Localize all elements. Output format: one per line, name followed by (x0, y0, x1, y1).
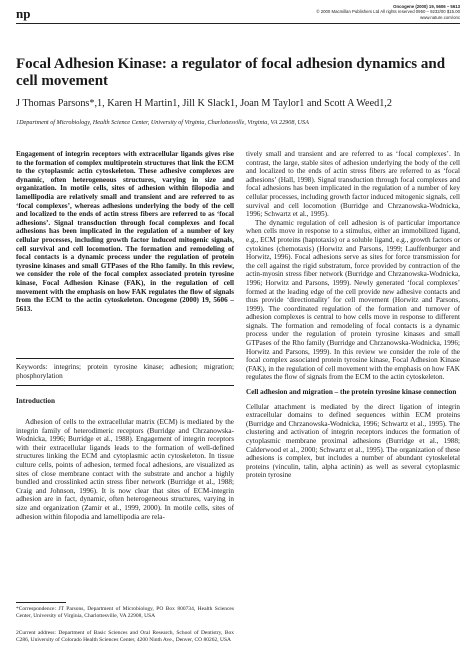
paragraph-cellular-attachment: Cellular attachment is mediated by the direct ligation of integrin extracellular domains to defined sequences within ECM proteins (Burridge and Chrzanowska-Wodnicka, 1996; Schwartz et al., 1995). The clustering and activation of integrin receptors induces the formation of cytoplasmic membrane proximal adhesions (Burridge et al., 1988; Calderwood et al., 2000; Schwartz et al., 1995). The organization of these adhesions is complex, but includes a number of abundant cytoskeletal proteins (vinculin, talin, alpha actinin) as well as several cytoplasmic protein tyrosine (246, 402, 460, 480)
header-rule (16, 23, 460, 24)
paragraph-dynamic-regulation: The dynamic regulation of cell adhesion is of particular importance when cells move in response to a stimulus, either an immobilized ligand, e.g., ECM proteins (haptotaxis) or a soluble ligand, e.g., growth factors or cytokines (chemotaxis) (Horwitz and Parsons, 1999; Lauffenburger and Horwitz, 1996). Focal adhesions serve as sites for force transmission for the cell against the rigid substratum, force provided by contraction of the actin-myosin stress fiber network (Burridge and Chrzanowska-Wodnicka, 1996; Horwitz and Parsons, 1999). Newly generated ‘focal complexes’ formed at the leading edge of the cell provide new adhesive contacts and thus provide ‘directionality’ for cell movement (Horwitz and Parsons, 1999). The coordinated regulation of the formation and turnover of adhesion complexes is central to how cells move in response to different signals. The formation and remodeling of focal contacts is a dynamic process under the regulation of protein tyrosine kinases and small GTPases of the Rho family (Burridge and Chrzanowska-Wodnicka, 1996; Horwitz and Parsons, 1999). In this review we consider the role of the focal complex associated protein tyrosine kinase, Focal Adhesion Kinase (FAK), in the regulation of cell movement with the emphasis on how FAK regulates the flow of signals from the ECM to the actin cytoskeleton. (246, 218, 460, 382)
abstract: Engagement of integrin receptors with extracellular ligands gives rise to the formation of complex multiprotein structures that link the ECM to the cytoplasmic actin cytoskeleton. These adhesive complexes are dynamic, often heterogeneous structures, varying in size and organization. In motile cells, sites of adhesion within filopodia and lamellipodia are relatively small and transient and are referred to as ‘focal complexes’, whereas adhesions underlying the body of the cell and localized to the ends of actin stress fibers are referred to as ‘focal adhesions’. Signal transduction through focal complexes and focal adhesions has been implicated in the regulation of a number of key cellular processes, including growth factor induced mitogenic signals, cell survival and cell locomotion. The formation and remodeling of focal contacts is a dynamic process under the regulation of protein tyrosine kinases and small GTPases of the Rho family. In this review, we consider the role of the focal complex associated protein tyrosine kinase, Focal Adhesion Kinase (FAK), in the regulation of cell movement with the emphasis on how FAK regulates the flow of signals from the ECM to the actin cytoskeleton. Oncogene (2000) 19, 5606 – 5613. (16, 150, 234, 313)
correspondence-footnote: *Correspondence: JT Parsons, Department of Microbiology, PO Box 800734, Health Sciences Center, University of Virginia, Charlottesville, VA 22908, USA (16, 606, 234, 619)
introduction-paragraph: Adhesion of cells to the extracellular matrix (ECM) is mediated by the integrin family of heterodimeric receptors (Burridge and Chrzanowska-Wodnicka, 1996; Burridge et al., 1988). Engagement of integrin receptors with their extracellular ligands leads to the formation of well-defined structures linking the ECM and cytoplasmic actin cytoskeleton. In tissue culture cells, points of adhesion, termed focal adhesions, are visualized as sites of close membrane contact with the substrate and anchor a highly bundled and crosslinked actin stress fiber network (Burridge et al., 1988; Craig and Johnson, 1996). It is now clear that sites of ECM-integrin adhesion are in fact, dynamic, often heterogeneous structures, varying in size and organization (Zamir et al., 1999, 2000). In motile cells, sites of adhesion within filopodia and lamellipodia are rela- (16, 418, 234, 521)
publisher-logo: np (16, 6, 31, 21)
section-heading: Cell adhesion and migration – the protein tyrosine kinase connection (246, 388, 457, 397)
keywords: Keywords: integrins; protein tyrosine kinase; adhesion; migration; phosphorylation (16, 363, 234, 380)
copyright-line: © 2000 Macmillan Publishers Ltd All rights reserved 0950 – 9232/00 $15.00 (316, 9, 460, 15)
paragraph-continuation: tively small and transient and are referred to as ‘focal complexes’. In contrast, the large, stable sites of adhesion underlying the body of the cell and localized to the ends of actin stress fibers are referred to as ‘focal adhesions’ (Hall, 1998). Signal transduction through focal complexes and focal adhesions has been implicated in the regulation of a number of key cellular processes, including growth factor induced mitogenic signals, cell survival and cell locomotion (Burridge and Chrzanowska-Wodnicka, 1996; Schwartz et al., 1995). (246, 150, 460, 219)
abstract-rule-bottom (16, 385, 234, 386)
footnote-rule (16, 602, 66, 603)
author-list: J Thomas Parsons*,1, Karen H Martin1, Jill K Slack1, Joan M Taylor1 and Scott A Weed1,2 (16, 98, 392, 109)
article-title: Focal Adhesion Kinase: a regulator of focal adhesion dynamics and cell movement (16, 56, 446, 89)
journal-masthead (224, 4, 460, 20)
affiliation: 1Department of Microbiology, Health Science Center, University of Virginia, Charlottesville, Virginia, VA 22908, USA (16, 119, 309, 126)
introduction-heading-block (16, 397, 234, 406)
journal-citation: Oncogene (2000) 19, 5606 – 5613 (393, 4, 460, 9)
right-column (246, 150, 460, 480)
introduction-body (16, 418, 234, 521)
current-address-footnote: 2Current address: Department of Basic Sciences and Oral Research, School of Dentistry, Box C286, University of Colorado Health Sciences Center, 4200 Ninth Ave., Denver, CO 80262, USA (16, 630, 234, 643)
abstract-rule-top (16, 358, 234, 359)
introduction-heading: Introduction (16, 397, 56, 405)
journal-url[interactable]: www.nature.com/onc (420, 14, 460, 20)
